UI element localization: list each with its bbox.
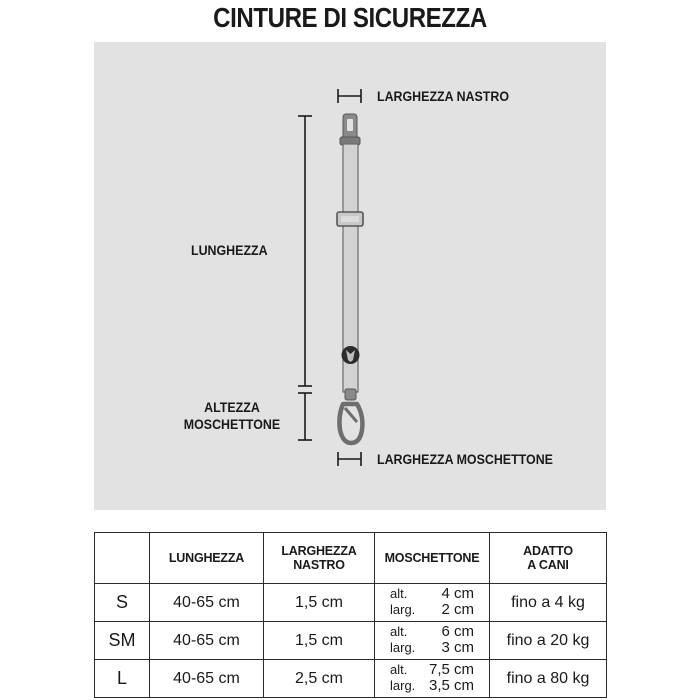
- lunghezza-cell: 40-65 cm: [150, 660, 264, 698]
- adatto-cell: fino a 4 kg: [490, 584, 607, 622]
- moschettone-cell: [375, 622, 490, 660]
- lunghezza-cell: 40-65 cm: [150, 584, 264, 622]
- carabiner-height-label-line1: ALTEZZA: [204, 400, 260, 415]
- moschettone-cell: [375, 584, 490, 622]
- size-cell: S: [95, 584, 150, 622]
- diagram-panel: [94, 42, 606, 510]
- moschettone-spec: [390, 586, 474, 618]
- carabiner-icon: [339, 404, 362, 443]
- alt-value: 4 cm: [441, 585, 474, 602]
- table-row: [95, 660, 607, 698]
- larg-label: larg.: [390, 640, 416, 655]
- brand-logo-icon: [342, 346, 360, 364]
- larg-label: larg.: [390, 678, 416, 693]
- alt-value: 6 cm: [441, 623, 474, 640]
- larg-label: larg.: [390, 602, 416, 617]
- ribbon-width-label: LARGHEZZA NASTRO: [377, 89, 510, 104]
- header-moschettone: MOSCHETTONE: [375, 533, 490, 584]
- moschettone-spec: [390, 662, 474, 694]
- header-lunghezza: LUNGHEZZA: [150, 533, 264, 584]
- adatto-cell: fino a 80 kg: [490, 660, 607, 698]
- carabiner-height-label-line2: MOSCHETTONE: [183, 417, 281, 432]
- size-cell: L: [95, 660, 150, 698]
- table-row: [95, 622, 607, 660]
- size-table: [94, 532, 607, 698]
- larghezza-cell: 1,5 cm: [264, 584, 375, 622]
- carabiner-height-dimension: [298, 393, 312, 440]
- size-cell: SM: [95, 622, 150, 660]
- size-table-header-row: [95, 533, 607, 584]
- moschettone-spec: [390, 624, 474, 656]
- moschettone-cell: [375, 660, 490, 698]
- table-row: [95, 584, 607, 622]
- page-title: CINTURE DI SICUREZZA: [213, 2, 487, 33]
- length-label: LUNGHEZZA: [191, 243, 268, 258]
- seatbelt-diagram: [94, 42, 606, 510]
- alt-value: 7,5 cm: [428, 661, 474, 678]
- larghezza-cell: 1,5 cm: [264, 622, 375, 660]
- larg-value: 2 cm: [441, 601, 474, 618]
- carabiner-width-label: LARGHEZZA MOSCHETTONE: [377, 452, 553, 467]
- carabiner-width-dimension: [338, 452, 361, 466]
- alt-label: alt.: [390, 586, 408, 601]
- ribbon-width-dimension: [338, 89, 361, 103]
- header-larghezza-nastro: LARGHEZZA NASTRO: [264, 533, 375, 584]
- adatto-cell: fino a 20 kg: [490, 622, 607, 660]
- alt-label: alt.: [390, 624, 408, 639]
- lunghezza-cell: 40-65 cm: [150, 622, 264, 660]
- swivel-ring: [345, 389, 356, 400]
- alt-label: alt.: [390, 662, 408, 677]
- header-size: [95, 533, 150, 584]
- larg-value: 3,5 cm: [428, 677, 474, 694]
- larghezza-cell: 2,5 cm: [264, 660, 375, 698]
- seatbelt-clip: [340, 114, 360, 145]
- length-dimension: [298, 116, 312, 386]
- larg-value: 3 cm: [441, 639, 474, 656]
- header-adatto-a-cani: ADATTO A CANI: [490, 533, 607, 584]
